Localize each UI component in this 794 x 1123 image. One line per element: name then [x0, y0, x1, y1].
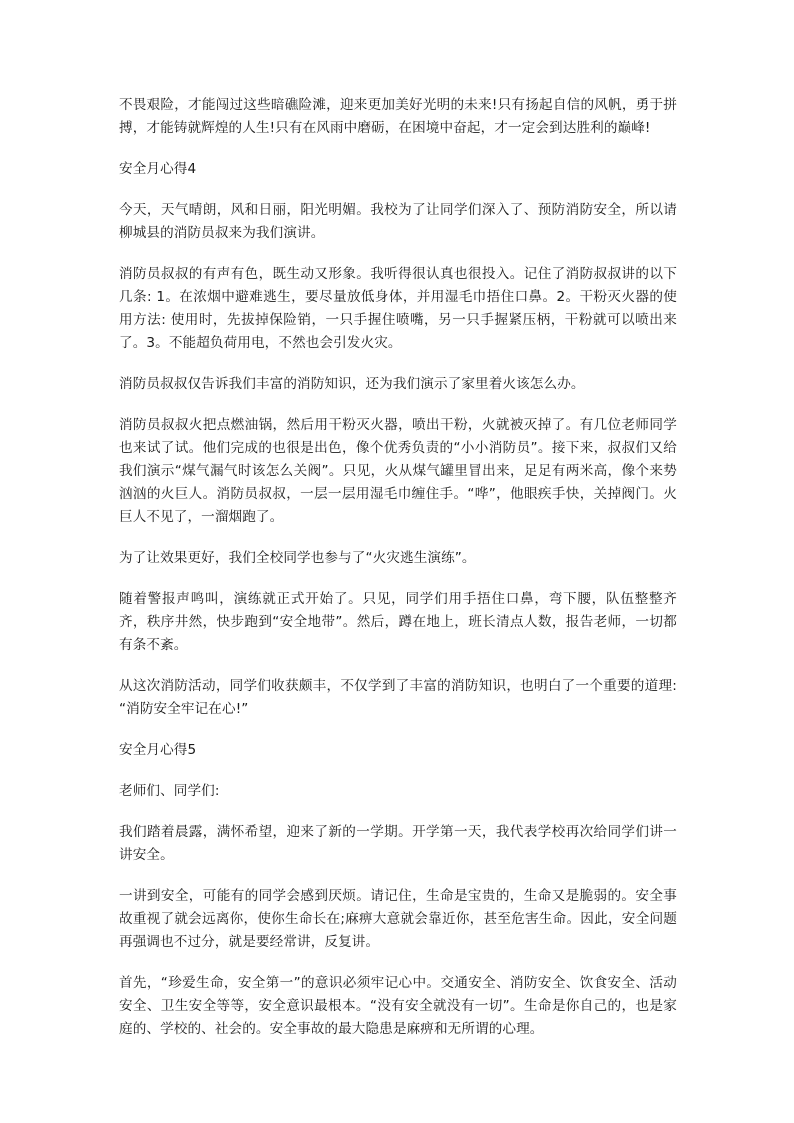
paragraph-conclusion: 从这次消防活动，同学们收获颇丰，不仅学到了丰富的消防知识，也明白了一个重要的道理: “消防安全牢记在心!”: [119, 678, 677, 717]
paragraph-demo-intro: 消防员叔叔仅告诉我们丰富的消防知识，还为我们演示了家里着火该怎么办。: [119, 376, 585, 392]
section-heading-4: 安全月心得4: [119, 161, 197, 177]
paragraph-safety-importance: 一讲到安全，可能有的同学会感到厌烦。请记住，生命是宝贵的，生命又是脆弱的。安全事故重视了就会远离你，使你生命长在;麻痹大意就会靠近你，甚至危害生命。因此，安全问题再强调也不过分，就是要经常讲，反复讲。: [119, 888, 677, 950]
paragraph-drill-details: 随着警报声鸣叫，演练就正式开始了。只见，同学们用手捂住口鼻，弯下腰，队伍整整齐齐，秩序井然，快步跑到“安全地带”。然后，蹲在地上，班长清点人数，报告老师，一切都有条不紊。: [119, 591, 677, 653]
paragraph-intro-ending: 不畏艰险，才能闯过这些暗礁险滩，迎来更加美好光明的未来!只有扬起自信的风帆，勇于拼搏，才能铸就辉煌的人生!只有在风雨中磨砺，在困境中奋起，才一定会到达胜利的巅峰!: [119, 97, 677, 136]
paragraph-demo-details: 消防员叔叔火把点燃油锅，然后用干粉灭火器，喷出干粉，火就被灭掉了。有几位老师同学也来试了试。他们完成的也很是出色，像个优秀负责的“小小消防员”。接下来，叔叔们又给我们演示“煤气漏气时该怎么关阀”。只见，火从煤气罐里冒出来，足足有两米高，像个来势汹汹的火巨人。消防员叔叔，一层一层用湿毛巾缠住手。“哗”，他眼疾手快，关掉阀门。火巨人不见了，一溜烟跑了。: [119, 417, 677, 525]
section-heading-5: 安全月心得5: [119, 742, 197, 758]
document-page: [119, 94, 677, 1041]
paragraph-safety-first: 首先，“珍爱生命，安全第一”的意识必须牢记心中。交通安全、消防安全、饮食安全、活动安全、卫生安全等等，安全意识最根本。“没有安全就没有一切”。生命是你自己的，也是家庭的、学校的、社会的。安全事故的最大隐患是麻痹和无所谓的心理。: [119, 975, 677, 1037]
paragraph-drill-intro: 为了让效果更好，我们全校同学也参与了“火灾逃生演练”。: [119, 550, 476, 566]
paragraph-firefighter-tips: 消防员叔叔的有声有色，既生动又形象。我听得很认真也很投入。记住了消防叔叔讲的以下几条: 1。在浓烟中避难逃生，要尽量放低身体，并用湿毛巾捂住口鼻。2。干粉灭火器的使用方法: 使用时，先拔掉保险销，一只手握住喷嘴，另一只手握紧压柄，干粉就可以喷出来了。3。不能超负荷用电，不然也会引发火灾。: [119, 266, 677, 351]
paragraph-new-semester: 我们踏着晨露，满怀希望，迎来了新的一学期。开学第一天，我代表学校再次给同学们讲一讲安全。: [119, 824, 677, 863]
paragraph-greeting: 老师们、同学们:: [119, 783, 220, 799]
paragraph-weather: 今天，天气晴朗，风和日丽，阳光明媚。我校为了让同学们深入了、预防消防安全，所以请柳城县的消防员叔来为我们演讲。: [119, 202, 677, 241]
